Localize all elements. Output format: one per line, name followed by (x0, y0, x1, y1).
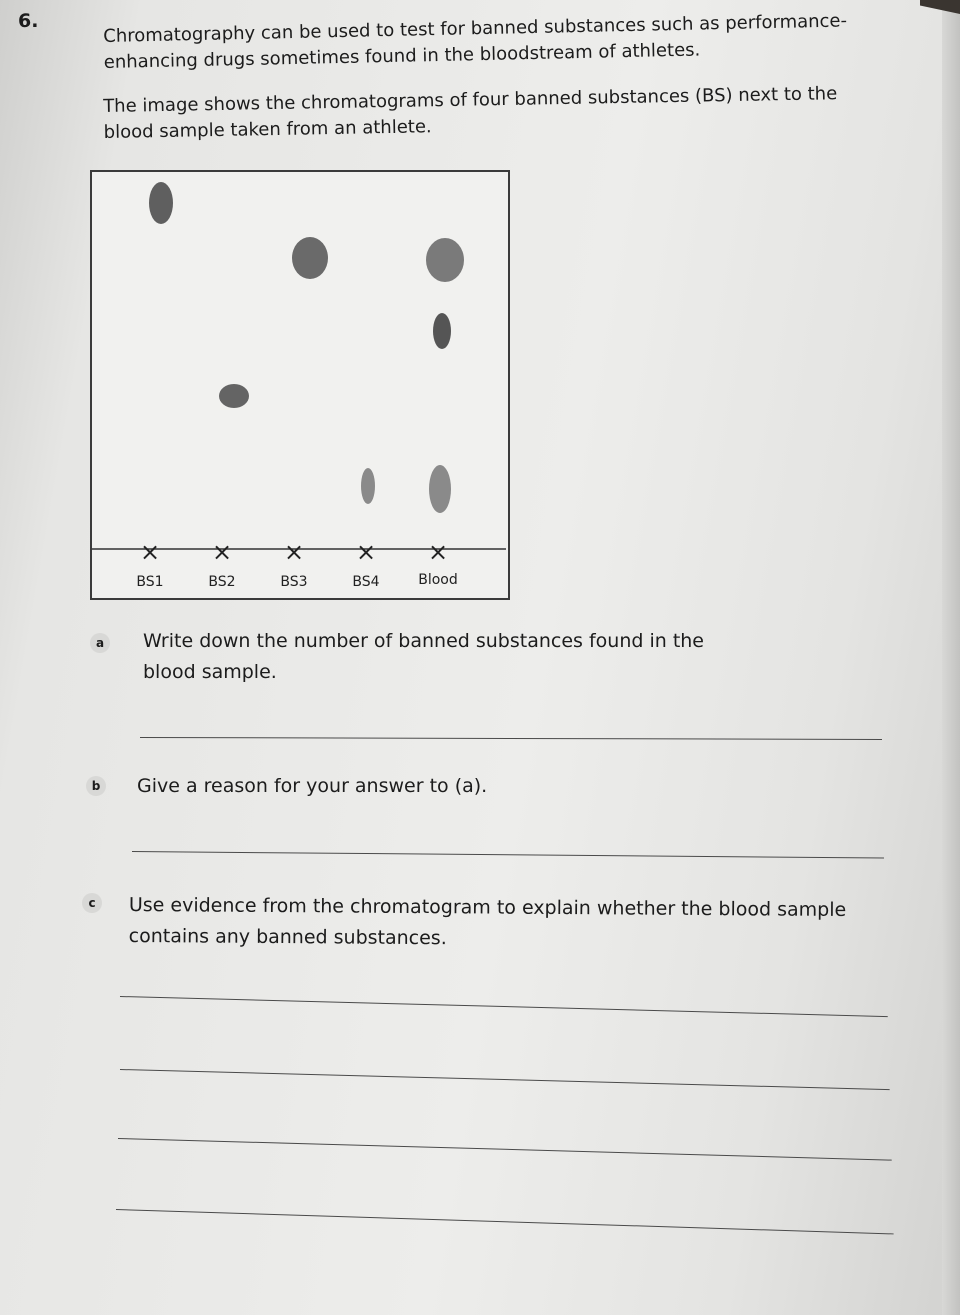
lane-label-bs2: BS2 (208, 574, 236, 590)
spot-bs4 (361, 468, 375, 504)
spot-blood-1 (426, 238, 464, 282)
chromatogram-svg (92, 172, 508, 598)
context-paragraph: The image shows the chromatograms of four banned substances (BS) next to the blood sample taken from an athlete. (103, 83, 838, 143)
start-marker: × (283, 538, 305, 566)
corner-mark (920, 0, 960, 14)
part-c-badge: c (82, 893, 102, 913)
lane-label-bs3: BS3 (280, 574, 308, 590)
intro-paragraph: Chromatography can be used to test for banned substances such as performance-enhancing drugs sometimes found in the bloodstream of athletes. (103, 10, 848, 73)
answer-line-a[interactable] (140, 737, 882, 740)
question-number: 6. (18, 10, 39, 32)
spot-bs1 (149, 182, 173, 224)
part-a-badge: a (90, 633, 110, 653)
start-marker: × (211, 538, 233, 566)
answer-line-c3[interactable] (118, 1138, 892, 1161)
part-b-badge: b (86, 776, 106, 796)
lane-label-blood: Blood (418, 572, 458, 588)
start-marker: × (139, 538, 161, 566)
answer-line-c1[interactable] (120, 996, 888, 1017)
part-c-text: Use evidence from the chromatogram to explain whether the blood sample contains any banned substances. (128, 893, 847, 950)
answer-line-c4[interactable] (116, 1209, 894, 1234)
spot-blood-2 (433, 313, 451, 349)
spot-bs3-upper (292, 237, 328, 279)
page-edge (942, 0, 960, 1315)
chromatogram-figure (90, 170, 510, 600)
lane-label-bs4: BS4 (352, 574, 380, 590)
lane-label-bs1: BS1 (136, 574, 164, 590)
spot-blood-3 (429, 465, 451, 513)
spot-bs2 (219, 384, 249, 408)
start-marker: × (427, 538, 449, 566)
answer-line-c2[interactable] (120, 1069, 890, 1090)
part-a-text: Write down the number of banned substances found in the blood sample. (143, 630, 705, 683)
answer-line-b[interactable] (132, 851, 884, 859)
part-b-text: Give a reason for your answer to (a). (137, 775, 488, 797)
start-marker: × (355, 538, 377, 566)
